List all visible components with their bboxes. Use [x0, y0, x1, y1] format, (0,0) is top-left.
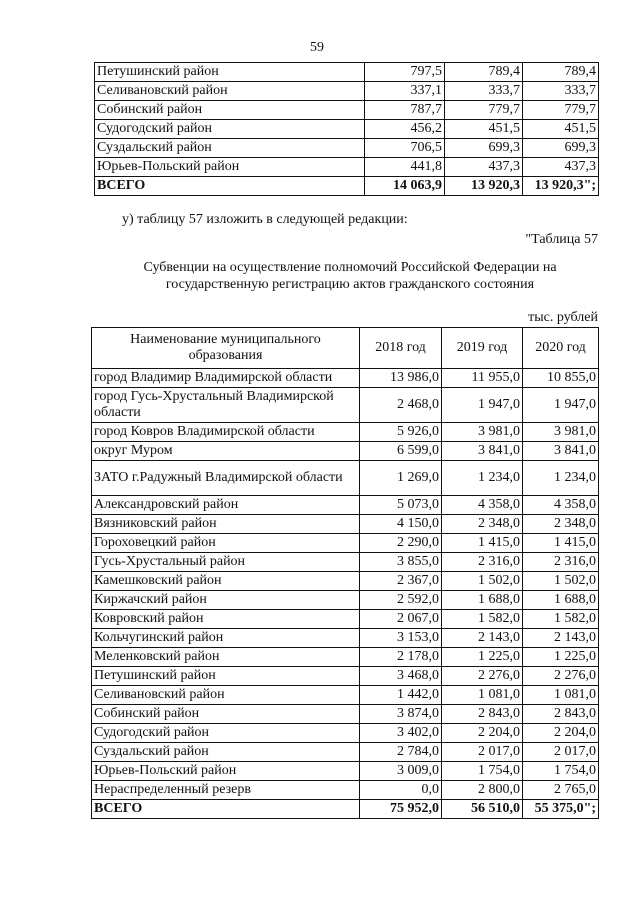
cell-2019: 2 276,0: [442, 667, 523, 686]
cell-2019: 1 081,0: [442, 686, 523, 705]
cell-2020: 2 843,0: [523, 705, 599, 724]
cell-2018: 13 986,0: [360, 369, 442, 388]
cell-2020: 1 415,0: [523, 534, 599, 553]
total-row: [95, 177, 599, 196]
cell-2020: 3 981,0: [523, 423, 599, 442]
cell-name: Гусь-Хрустальный район: [92, 553, 360, 572]
cell-name: Селивановский район: [95, 82, 365, 101]
total-2018: 14 063,9: [365, 177, 445, 196]
cell-2019: 437,3: [445, 158, 523, 177]
cell-name: Меленковский район: [92, 648, 360, 667]
cell-2018: 2 468,0: [360, 388, 442, 423]
cell-2020: 1 234,0: [523, 461, 599, 496]
table-row: [92, 610, 599, 629]
cell-name: ЗАТО г.Радужный Владимирской области: [92, 461, 360, 496]
total-2019: 13 920,3: [445, 177, 523, 196]
table-row: [92, 553, 599, 572]
cell-2018: 337,1: [365, 82, 445, 101]
cell-2018: 797,5: [365, 63, 445, 82]
table-row: [92, 667, 599, 686]
cell-2020: 1 225,0: [523, 648, 599, 667]
cell-2019: 2 143,0: [442, 629, 523, 648]
total-2018: 75 952,0: [360, 800, 442, 819]
cell-2020: 1 081,0: [523, 686, 599, 705]
cell-2019: 2 017,0: [442, 743, 523, 762]
table-row: [92, 369, 599, 388]
cell-name: Судогодский район: [92, 724, 360, 743]
table-row: [92, 423, 599, 442]
cell-2019: 1 225,0: [442, 648, 523, 667]
cell-2020: 4 358,0: [523, 496, 599, 515]
cell-2018: 2 178,0: [360, 648, 442, 667]
cell-2019: 2 316,0: [442, 553, 523, 572]
cell-2018: 3 874,0: [360, 705, 442, 724]
total-2020: 55 375,0";: [523, 800, 599, 819]
header-row: [92, 328, 599, 369]
table-row: [92, 388, 599, 423]
cell-2018: 1 442,0: [360, 686, 442, 705]
cell-name: Суздальский район: [92, 743, 360, 762]
cell-2020: 437,3: [523, 158, 599, 177]
table-row: [92, 724, 599, 743]
cell-2018: 2 784,0: [360, 743, 442, 762]
table-row: [92, 591, 599, 610]
cell-2020: 2 143,0: [523, 629, 599, 648]
cell-name: округ Муром: [92, 442, 360, 461]
cell-2020: 333,7: [523, 82, 599, 101]
title-line-2: государственную регистрацию актов гражданского состояния: [165, 277, 535, 292]
header-2018: 2018 год: [360, 328, 442, 369]
cell-2019: 2 843,0: [442, 705, 523, 724]
cell-2018: 787,7: [365, 101, 445, 120]
table-row: [95, 120, 599, 139]
cell-2019: 1 502,0: [442, 572, 523, 591]
cell-2019: 2 348,0: [442, 515, 523, 534]
cell-2019: 451,5: [445, 120, 523, 139]
cell-2020: 1 688,0: [523, 591, 599, 610]
cell-name: город Владимир Владимирской области: [92, 369, 360, 388]
top-table: [94, 62, 599, 196]
units-label: тыс. рублей: [528, 310, 598, 325]
main-table: [91, 327, 599, 819]
total-2019: 56 510,0: [442, 800, 523, 819]
cell-name: Суздальский район: [95, 139, 365, 158]
table-row: [95, 63, 599, 82]
cell-2018: 2 067,0: [360, 610, 442, 629]
cell-2019: 1 415,0: [442, 534, 523, 553]
cell-name: Александровский район: [92, 496, 360, 515]
cell-name: Селивановский район: [92, 686, 360, 705]
cell-name: город Ковров Владимирской области: [92, 423, 360, 442]
cell-2020: 1 582,0: [523, 610, 599, 629]
cell-name: город Гусь-Хрустальный Владимирской области: [92, 388, 360, 423]
title-line-1: Субвенции на осуществление полномочий Российской Федерации на: [143, 260, 557, 275]
cell-name: Камешковский район: [92, 572, 360, 591]
table-row: [92, 515, 599, 534]
cell-2019: 789,4: [445, 63, 523, 82]
cell-2020: 2 316,0: [523, 553, 599, 572]
cell-2020: 451,5: [523, 120, 599, 139]
cell-2018: 0,0: [360, 781, 442, 800]
cell-2018: 3 402,0: [360, 724, 442, 743]
page-number: 59: [310, 40, 324, 55]
cell-2019: 2 204,0: [442, 724, 523, 743]
cell-2019: 3 841,0: [442, 442, 523, 461]
cell-name: Ковровский район: [92, 610, 360, 629]
table-row: [92, 629, 599, 648]
table-row: [95, 82, 599, 101]
cell-2019: 11 955,0: [442, 369, 523, 388]
cell-name: Петушинский район: [92, 667, 360, 686]
cell-2020: 1 947,0: [523, 388, 599, 423]
table-row: [95, 139, 599, 158]
cell-2018: 3 468,0: [360, 667, 442, 686]
cell-name: Юрьев-Польский район: [92, 762, 360, 781]
cell-2018: 6 599,0: [360, 442, 442, 461]
cell-2018: 2 367,0: [360, 572, 442, 591]
cell-2019: 3 981,0: [442, 423, 523, 442]
cell-2019: 1 234,0: [442, 461, 523, 496]
cell-2020: 2 765,0: [523, 781, 599, 800]
table-row: [95, 158, 599, 177]
cell-2020: 699,3: [523, 139, 599, 158]
cell-2019: 1 754,0: [442, 762, 523, 781]
cell-2019: 1 947,0: [442, 388, 523, 423]
cell-2018: 456,2: [365, 120, 445, 139]
cell-2020: 2 204,0: [523, 724, 599, 743]
table-row: [92, 572, 599, 591]
total-label: ВСЕГО: [95, 177, 365, 196]
table-row: [92, 534, 599, 553]
cell-name: Петушинский район: [95, 63, 365, 82]
cell-2019: 1 582,0: [442, 610, 523, 629]
cell-name: Судогодский район: [95, 120, 365, 139]
cell-name: Вязниковский район: [92, 515, 360, 534]
table-row: [92, 743, 599, 762]
cell-2020: 2 017,0: [523, 743, 599, 762]
total-label: ВСЕГО: [92, 800, 360, 819]
cell-2018: 2 290,0: [360, 534, 442, 553]
cell-2019: 2 800,0: [442, 781, 523, 800]
cell-name: Нераспределенный резерв: [92, 781, 360, 800]
cell-2020: 3 841,0: [523, 442, 599, 461]
cell-2018: 2 592,0: [360, 591, 442, 610]
cell-2018: 706,5: [365, 139, 445, 158]
instruction-text: у) таблицу 57 изложить в следующей редакции:: [122, 212, 408, 227]
cell-2019: 333,7: [445, 82, 523, 101]
header-name: Наименование муниципального образования: [92, 328, 360, 369]
cell-name: Собинский район: [95, 101, 365, 120]
cell-2018: 3 855,0: [360, 553, 442, 572]
table-row: [92, 461, 599, 496]
cell-2020: 1 502,0: [523, 572, 599, 591]
total-row: [92, 800, 599, 819]
table-row: [95, 101, 599, 120]
table-row: [92, 496, 599, 515]
cell-2018: 441,8: [365, 158, 445, 177]
table-row: [92, 705, 599, 724]
table-row: [92, 781, 599, 800]
cell-2020: 789,4: [523, 63, 599, 82]
cell-name: Юрьев-Польский район: [95, 158, 365, 177]
cell-2020: 1 754,0: [523, 762, 599, 781]
cell-2018: 4 150,0: [360, 515, 442, 534]
cell-2020: 779,7: [523, 101, 599, 120]
table-reference: "Таблица 57: [525, 232, 598, 247]
cell-name: Собинский район: [92, 705, 360, 724]
cell-2018: 5 073,0: [360, 496, 442, 515]
cell-2018: 3 009,0: [360, 762, 442, 781]
cell-name: Киржачский район: [92, 591, 360, 610]
cell-2020: 2 276,0: [523, 667, 599, 686]
cell-2019: 1 688,0: [442, 591, 523, 610]
header-2019: 2019 год: [442, 328, 523, 369]
cell-2019: 699,3: [445, 139, 523, 158]
cell-name: Гороховецкий район: [92, 534, 360, 553]
total-2020: 13 920,3";: [523, 177, 599, 196]
cell-2020: 2 348,0: [523, 515, 599, 534]
header-2020: 2020 год: [523, 328, 599, 369]
cell-2018: 3 153,0: [360, 629, 442, 648]
table-row: [92, 762, 599, 781]
table-row: [92, 686, 599, 705]
table-row: [92, 442, 599, 461]
cell-2019: 4 358,0: [442, 496, 523, 515]
cell-name: Кольчугинский район: [92, 629, 360, 648]
table-row: [92, 648, 599, 667]
cell-2018: 5 926,0: [360, 423, 442, 442]
cell-2018: 1 269,0: [360, 461, 442, 496]
cell-2019: 779,7: [445, 101, 523, 120]
cell-2020: 10 855,0: [523, 369, 599, 388]
table-title: [0, 259, 634, 293]
